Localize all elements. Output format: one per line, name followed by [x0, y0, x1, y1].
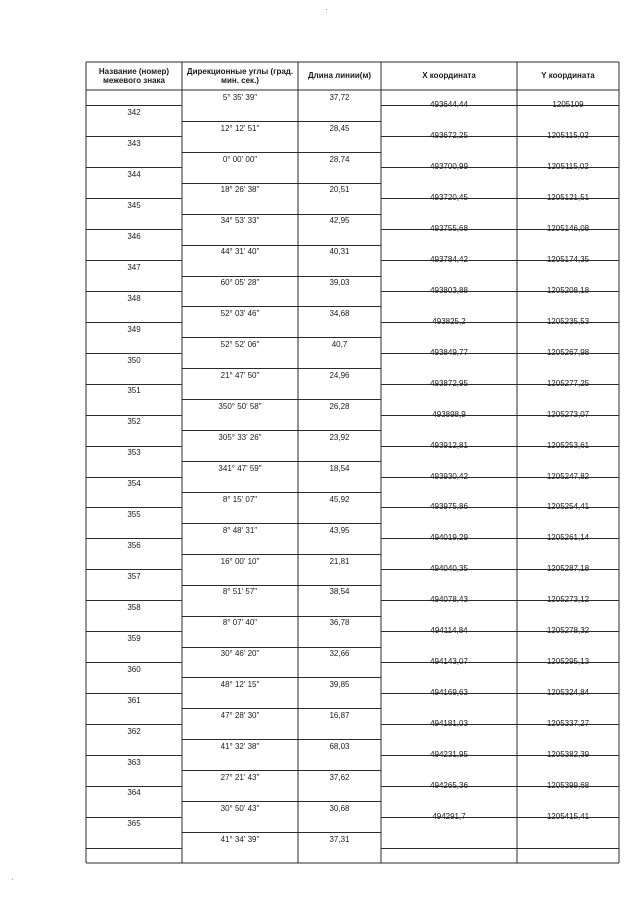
segment-length: 16,87: [329, 711, 350, 720]
segment-length: 40,31: [329, 247, 350, 256]
point-y: 1205337,27: [546, 719, 590, 728]
point-name: 357: [127, 572, 141, 581]
point-x: 493755,68: [430, 224, 468, 233]
point-name: 347: [127, 263, 141, 272]
segment-angle: 8° 07' 40": [222, 618, 258, 627]
segment-length: 68,03: [329, 742, 350, 751]
point-y: 1205324,84: [546, 688, 590, 697]
point-name: 354: [127, 479, 141, 488]
segment-length: 40,7: [331, 340, 348, 349]
segment-length: 26,28: [329, 402, 350, 411]
segment-length: 42,95: [329, 216, 350, 225]
point-y: 1205208,18: [546, 286, 590, 295]
point-y: 1205277,25: [546, 379, 590, 388]
segment-angle: 34° 53' 33": [220, 216, 260, 225]
segment-length: 24,96: [329, 371, 350, 380]
point-x: 493849,77: [430, 348, 468, 357]
segment-length: 23,92: [329, 433, 350, 442]
point-name: 362: [127, 727, 141, 736]
segment-angle: 16° 00' 10": [220, 557, 260, 566]
segment-angle: 44° 31' 40": [220, 247, 260, 256]
segment-length: 37,31: [329, 835, 350, 844]
point-name: 360: [127, 665, 141, 674]
segment-angle: 341° 47' 59": [218, 464, 262, 473]
segment-angle: 30° 46' 20": [220, 649, 260, 658]
segment-length: 34,68: [329, 309, 350, 318]
point-x: 494291,7: [432, 812, 466, 821]
point-x: 494114,84: [430, 626, 468, 635]
segment-angle: 27° 21' 43": [220, 773, 260, 782]
segment-angle: 41° 32' 38": [220, 742, 260, 751]
point-y: 1205399,68: [546, 781, 590, 790]
point-name: 349: [127, 325, 141, 334]
point-name: 364: [127, 788, 141, 797]
point-x: 494078,43: [430, 595, 468, 604]
segment-angle: 350° 50' 58": [218, 402, 262, 411]
scan-speck: [12, 879, 13, 880]
point-name: 365: [127, 819, 141, 828]
point-name: 343: [127, 139, 141, 148]
point-name: 345: [127, 201, 141, 210]
point-x: 494040,35: [430, 564, 468, 573]
header-length: Длина линии(м): [307, 71, 372, 81]
point-name: 351: [127, 386, 141, 395]
point-x: 493930,42: [430, 472, 468, 481]
point-x: 494169,63: [430, 688, 468, 697]
segment-angle: 30° 50' 43": [220, 804, 260, 813]
point-x: 493700,99: [430, 162, 468, 171]
segment-length: 21,81: [329, 557, 350, 566]
segment-angle: 21° 47' 50": [220, 371, 260, 380]
point-name: 363: [127, 758, 141, 767]
segment-length: 37,62: [329, 773, 350, 782]
segment-length: 28,45: [329, 124, 350, 133]
point-x: 493720,45: [430, 193, 468, 202]
point-name: 348: [127, 294, 141, 303]
header-y: Y координата: [541, 71, 595, 81]
point-y: 1205146,08: [546, 224, 590, 233]
point-x: 494143,07: [430, 657, 468, 666]
point-x: 493898,9: [432, 410, 466, 419]
point-y: 1205415,41: [546, 812, 590, 821]
segment-length: 37,72: [329, 93, 350, 102]
point-y: 1205267,98: [546, 348, 590, 357]
segment-angle: 47° 28' 30": [220, 711, 260, 720]
point-name: 344: [127, 170, 141, 179]
point-y: 1205295,13: [546, 657, 590, 666]
point-y: 1205253,61: [546, 441, 590, 450]
point-x: 494181,03: [430, 719, 468, 728]
point-y: 1205121,51: [546, 193, 590, 202]
point-x: 493803,88: [430, 286, 468, 295]
segment-length: 18,54: [329, 464, 350, 473]
point-y: 1205247,82: [546, 472, 590, 481]
segment-angle: 5° 35' 39": [222, 93, 258, 102]
point-x: 494019,29: [430, 533, 468, 542]
segment-length: 43,95: [329, 526, 350, 535]
segment-length: 30,68: [329, 804, 350, 813]
point-y: 1205235,53: [546, 317, 590, 326]
point-y: 1205278,32: [546, 626, 590, 635]
segment-angle: 0° 00' 00": [222, 155, 258, 164]
point-name: 359: [127, 634, 141, 643]
point-x: 493672,25: [430, 131, 468, 140]
segment-length: 39,85: [329, 680, 350, 689]
segment-angle: 8° 51' 57": [222, 587, 258, 596]
header-angle: Дирекционные углы (град. мин. сек.): [186, 66, 294, 85]
point-y: 1205115,02: [547, 131, 589, 140]
segment-angle: 8° 15' 07": [222, 495, 258, 504]
point-name: 346: [127, 232, 141, 241]
scan-speck: [326, 9, 327, 10]
segment-length: 32,66: [329, 649, 350, 658]
segment-length: 36,78: [329, 618, 350, 627]
point-x: 493644,44: [430, 100, 468, 109]
point-y: 1205115,02: [547, 162, 589, 171]
segment-angle: 18° 26' 38": [220, 185, 260, 194]
segment-length: 45,92: [329, 495, 350, 504]
point-x: 493975,86: [430, 502, 468, 511]
segment-angle: 305° 33' 26": [218, 433, 262, 442]
point-x: 494265,36: [430, 781, 468, 790]
point-name: 342: [127, 108, 141, 117]
segment-angle: 12° 12' 51": [220, 124, 260, 133]
header-x: X координата: [422, 71, 476, 81]
point-x: 493784,42: [430, 255, 468, 264]
segment-angle: 60° 05' 28": [220, 278, 260, 287]
point-y: 1205109: [552, 100, 584, 109]
segment-angle: 52° 03' 46": [220, 309, 260, 318]
segment-length: 28,74: [329, 155, 350, 164]
point-x: 493872,95: [430, 379, 468, 388]
point-y: 1205273,07: [546, 410, 590, 419]
segment-length: 20,51: [329, 185, 350, 194]
point-x: 493825,2: [432, 317, 466, 326]
point-y: 1205261,14: [546, 533, 590, 542]
point-y: 1205287,18: [546, 564, 590, 573]
point-name: 353: [127, 448, 141, 457]
point-name: 350: [127, 356, 141, 365]
point-x: 494231,95: [430, 750, 468, 759]
point-name: 361: [127, 696, 141, 705]
point-y: 1205273,12: [546, 595, 590, 604]
point-name: 352: [127, 417, 141, 426]
point-name: 356: [127, 541, 141, 550]
point-y: 1205174,35: [546, 255, 590, 264]
point-y: 1205382,39: [546, 750, 590, 759]
segment-angle: 48° 12' 15": [220, 680, 260, 689]
segment-length: 39,03: [329, 278, 350, 287]
point-name: 358: [127, 603, 141, 612]
segment-angle: 52° 52' 06": [220, 340, 260, 349]
point-x: 493912,81: [430, 441, 468, 450]
point-y: 1205254,41: [546, 502, 590, 511]
header-name: Название (номер) межевого знака: [98, 66, 170, 85]
point-name: 355: [127, 510, 141, 519]
segment-length: 38,54: [329, 587, 350, 596]
segment-angle: 41° 34' 39": [220, 835, 260, 844]
segment-angle: 8° 48' 31": [222, 526, 258, 535]
